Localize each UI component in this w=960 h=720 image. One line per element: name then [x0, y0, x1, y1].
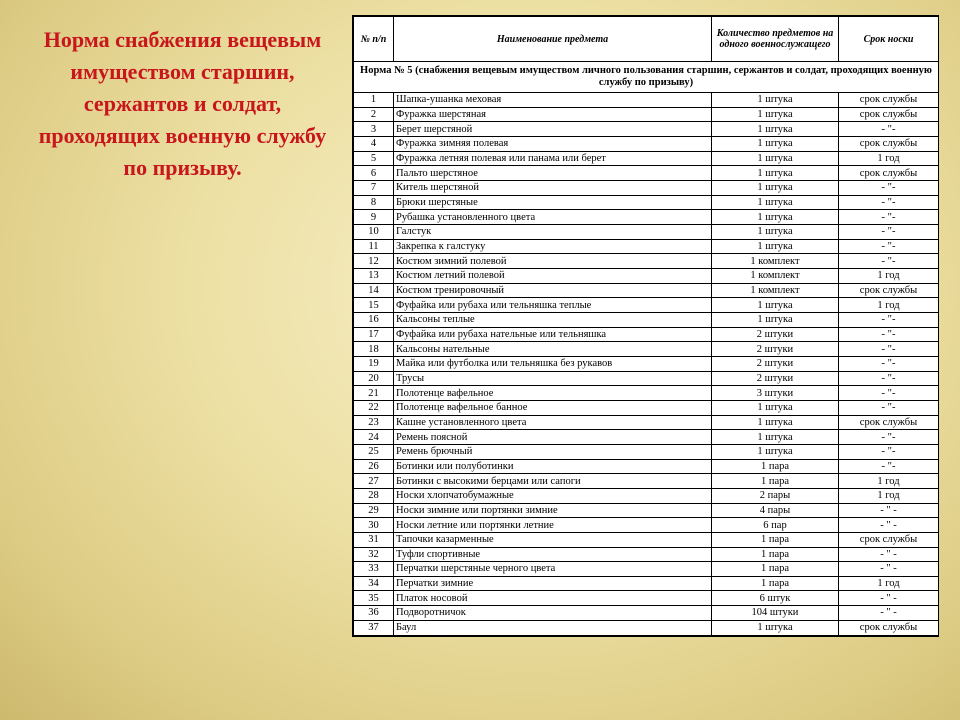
cell-num: 17	[354, 327, 394, 342]
table-row	[354, 503, 939, 518]
cell-qty: 1 штука	[712, 137, 839, 152]
cell-name: Галстук	[394, 225, 712, 240]
cell-num: 19	[354, 356, 394, 371]
cell-name: Ботинки с высокими берцами или сапоги	[394, 474, 712, 489]
cell-name: Тапочки казарменные	[394, 532, 712, 547]
cell-qty: 1 пара	[712, 562, 839, 577]
cell-name: Ремень поясной	[394, 430, 712, 445]
cell-qty: 1 штука	[712, 122, 839, 137]
cell-name: Платок носовой	[394, 591, 712, 606]
cell-term: - " -	[839, 518, 939, 533]
cell-term: - "-	[839, 122, 939, 137]
cell-qty: 2 штуки	[712, 342, 839, 357]
cell-qty: 1 штука	[712, 400, 839, 415]
cell-qty: 6 пар	[712, 518, 839, 533]
cell-term: - "-	[839, 400, 939, 415]
cell-term: 1 год	[839, 269, 939, 284]
cell-num: 16	[354, 313, 394, 328]
table-header-row	[354, 17, 939, 62]
cell-name: Носки летние или портянки летние	[394, 518, 712, 533]
cell-qty: 1 штука	[712, 444, 839, 459]
norm-title-row	[354, 62, 939, 93]
cell-term: 1 год	[839, 298, 939, 313]
cell-term: - "-	[839, 371, 939, 386]
cell-qty: 2 штуки	[712, 371, 839, 386]
cell-term: - "-	[839, 444, 939, 459]
cell-term: - "-	[839, 386, 939, 401]
table-row	[354, 415, 939, 430]
cell-num: 29	[354, 503, 394, 518]
cell-qty: 1 комплект	[712, 269, 839, 284]
cell-num: 26	[354, 459, 394, 474]
cell-name: Фуражка зимняя полевая	[394, 137, 712, 152]
cell-qty: 6 штук	[712, 591, 839, 606]
table-row	[354, 386, 939, 401]
cell-qty: 1 комплект	[712, 283, 839, 298]
cell-qty: 1 штука	[712, 415, 839, 430]
cell-term: срок службы	[839, 283, 939, 298]
table-row	[354, 122, 939, 137]
cell-qty: 1 штука	[712, 195, 839, 210]
cell-qty: 1 пара	[712, 532, 839, 547]
cell-term: 1 год	[839, 576, 939, 591]
cell-term: срок службы	[839, 415, 939, 430]
cell-num: 15	[354, 298, 394, 313]
table-row	[354, 342, 939, 357]
cell-term: 1 год	[839, 151, 939, 166]
cell-name: Перчатки шерстяные черного цвета	[394, 562, 712, 577]
table-row	[354, 444, 939, 459]
cell-name: Берет шерстяной	[394, 122, 712, 137]
table-row	[354, 195, 939, 210]
cell-qty: 1 штука	[712, 107, 839, 122]
cell-num: 22	[354, 400, 394, 415]
cell-name: Ботинки или полуботинки	[394, 459, 712, 474]
cell-num: 8	[354, 195, 394, 210]
cell-num: 32	[354, 547, 394, 562]
cell-name: Брюки шерстяные	[394, 195, 712, 210]
cell-term: срок службы	[839, 166, 939, 181]
cell-num: 12	[354, 254, 394, 269]
norm-title-cell: Норма № 5 (снабжения вещевым имуществом личного пользования старшин, сержантов и солдат, проходящих военную службу по призыву)	[354, 62, 939, 93]
cell-term: срок службы	[839, 532, 939, 547]
cell-name: Рубашка установленного цвета	[394, 210, 712, 225]
cell-name: Костюм тренировочный	[394, 283, 712, 298]
cell-num: 33	[354, 562, 394, 577]
cell-term: - "-	[839, 356, 939, 371]
table-row	[354, 283, 939, 298]
supply-norm-table-container	[352, 15, 939, 637]
cell-qty: 1 штука	[712, 210, 839, 225]
table-row	[354, 210, 939, 225]
cell-qty: 1 пара	[712, 459, 839, 474]
cell-qty: 1 штука	[712, 239, 839, 254]
cell-term: - "-	[839, 327, 939, 342]
header-term: Срок носки	[839, 17, 939, 62]
cell-qty: 1 пара	[712, 547, 839, 562]
cell-term: срок службы	[839, 107, 939, 122]
cell-name: Шапка-ушанка меховая	[394, 93, 712, 108]
cell-qty: 1 штука	[712, 620, 839, 635]
table-row	[354, 327, 939, 342]
cell-qty: 1 штука	[712, 313, 839, 328]
cell-term: - " -	[839, 547, 939, 562]
slide-title: Норма снабжения вещевым имуществом старшин, сержантов и солдат, проходящих военную службу по призыву.	[38, 27, 327, 180]
cell-num: 23	[354, 415, 394, 430]
cell-qty: 104 штуки	[712, 606, 839, 621]
cell-term: - "-	[839, 342, 939, 357]
cell-name: Баул	[394, 620, 712, 635]
cell-qty: 1 штука	[712, 93, 839, 108]
cell-term: срок службы	[839, 93, 939, 108]
cell-term: - " -	[839, 562, 939, 577]
table-row	[354, 371, 939, 386]
cell-name: Костюм летний полевой	[394, 269, 712, 284]
table-row	[354, 532, 939, 547]
cell-name: Носки хлопчатобумажные	[394, 488, 712, 503]
cell-qty: 2 штуки	[712, 356, 839, 371]
cell-qty: 1 штука	[712, 225, 839, 240]
table-row	[354, 400, 939, 415]
cell-term: срок службы	[839, 137, 939, 152]
table-row	[354, 137, 939, 152]
table-row	[354, 239, 939, 254]
table-row	[354, 181, 939, 196]
cell-qty: 1 пара	[712, 576, 839, 591]
cell-name: Кальсоны нательные	[394, 342, 712, 357]
supply-norm-table	[353, 16, 939, 636]
cell-name: Закрепка к галстуку	[394, 239, 712, 254]
table-row	[354, 518, 939, 533]
cell-qty: 1 пара	[712, 474, 839, 489]
cell-name: Полотенце вафельное	[394, 386, 712, 401]
cell-qty: 1 комплект	[712, 254, 839, 269]
table-row	[354, 606, 939, 621]
cell-term: 1 год	[839, 488, 939, 503]
table-row	[354, 562, 939, 577]
cell-name: Костюм зимний полевой	[394, 254, 712, 269]
cell-name: Подворотничок	[394, 606, 712, 621]
cell-name: Кальсоны теплые	[394, 313, 712, 328]
table-row	[354, 547, 939, 562]
cell-qty: 1 штука	[712, 430, 839, 445]
cell-term: - " -	[839, 503, 939, 518]
cell-term: - "-	[839, 313, 939, 328]
table-body	[354, 62, 939, 636]
cell-qty: 3 штуки	[712, 386, 839, 401]
table-row	[354, 591, 939, 606]
header-name: Наименование предмета	[394, 17, 712, 62]
table-row	[354, 225, 939, 240]
cell-term: - "-	[839, 239, 939, 254]
cell-term: - " -	[839, 591, 939, 606]
cell-num: 2	[354, 107, 394, 122]
cell-num: 6	[354, 166, 394, 181]
cell-num: 14	[354, 283, 394, 298]
table-row	[354, 166, 939, 181]
table-row	[354, 474, 939, 489]
cell-num: 5	[354, 151, 394, 166]
cell-name: Майка или футболка или тельняшка без рукавов	[394, 356, 712, 371]
cell-name: Ремень брючный	[394, 444, 712, 459]
cell-term: - "-	[839, 210, 939, 225]
table-row	[354, 576, 939, 591]
table-row	[354, 356, 939, 371]
cell-num: 7	[354, 181, 394, 196]
cell-num: 13	[354, 269, 394, 284]
cell-num: 21	[354, 386, 394, 401]
cell-term: - "-	[839, 225, 939, 240]
cell-num: 30	[354, 518, 394, 533]
cell-qty: 2 штуки	[712, 327, 839, 342]
cell-num: 36	[354, 606, 394, 621]
cell-name: Фуфайка или рубаха нательные или тельняшка	[394, 327, 712, 342]
cell-term: - " -	[839, 606, 939, 621]
cell-qty: 1 штука	[712, 151, 839, 166]
cell-num: 18	[354, 342, 394, 357]
table-row	[354, 459, 939, 474]
cell-num: 3	[354, 122, 394, 137]
cell-num: 10	[354, 225, 394, 240]
cell-term: - "-	[839, 459, 939, 474]
cell-num: 4	[354, 137, 394, 152]
cell-num: 37	[354, 620, 394, 635]
table-row	[354, 488, 939, 503]
cell-qty: 2 пары	[712, 488, 839, 503]
table-row	[354, 93, 939, 108]
cell-num: 27	[354, 474, 394, 489]
table-row	[354, 298, 939, 313]
cell-term: - "-	[839, 181, 939, 196]
cell-qty: 1 штука	[712, 298, 839, 313]
cell-num: 11	[354, 239, 394, 254]
cell-num: 24	[354, 430, 394, 445]
table-row	[354, 430, 939, 445]
table-row	[354, 269, 939, 284]
cell-term: - "-	[839, 254, 939, 269]
cell-name: Китель шерстяной	[394, 181, 712, 196]
cell-name: Полотенце вафельное банное	[394, 400, 712, 415]
cell-num: 34	[354, 576, 394, 591]
cell-term: - "-	[839, 195, 939, 210]
cell-term: - "-	[839, 430, 939, 445]
cell-qty: 1 штука	[712, 166, 839, 181]
cell-name: Фуражка летняя полевая или панама или берет	[394, 151, 712, 166]
table-row	[354, 107, 939, 122]
cell-num: 1	[354, 93, 394, 108]
cell-name: Трусы	[394, 371, 712, 386]
cell-num: 28	[354, 488, 394, 503]
cell-name: Фуражка шерстяная	[394, 107, 712, 122]
table-row	[354, 254, 939, 269]
table-row	[354, 151, 939, 166]
cell-num: 9	[354, 210, 394, 225]
table-row	[354, 313, 939, 328]
cell-num: 31	[354, 532, 394, 547]
cell-term: срок службы	[839, 620, 939, 635]
cell-name: Перчатки зимние	[394, 576, 712, 591]
cell-qty: 1 штука	[712, 181, 839, 196]
cell-name: Туфли спортивные	[394, 547, 712, 562]
cell-name: Кашне установленного цвета	[394, 415, 712, 430]
cell-num: 25	[354, 444, 394, 459]
cell-term: 1 год	[839, 474, 939, 489]
cell-num: 35	[354, 591, 394, 606]
cell-name: Носки зимние или портянки зимние	[394, 503, 712, 518]
table-row	[354, 620, 939, 635]
cell-name: Фуфайка или рубаха или тельняшка теплые	[394, 298, 712, 313]
cell-num: 20	[354, 371, 394, 386]
cell-name: Пальто шерстяное	[394, 166, 712, 181]
cell-qty: 4 пары	[712, 503, 839, 518]
header-qty: Количество предметов на одного военнослужащего	[712, 17, 839, 62]
header-num: № п/п	[354, 17, 394, 62]
